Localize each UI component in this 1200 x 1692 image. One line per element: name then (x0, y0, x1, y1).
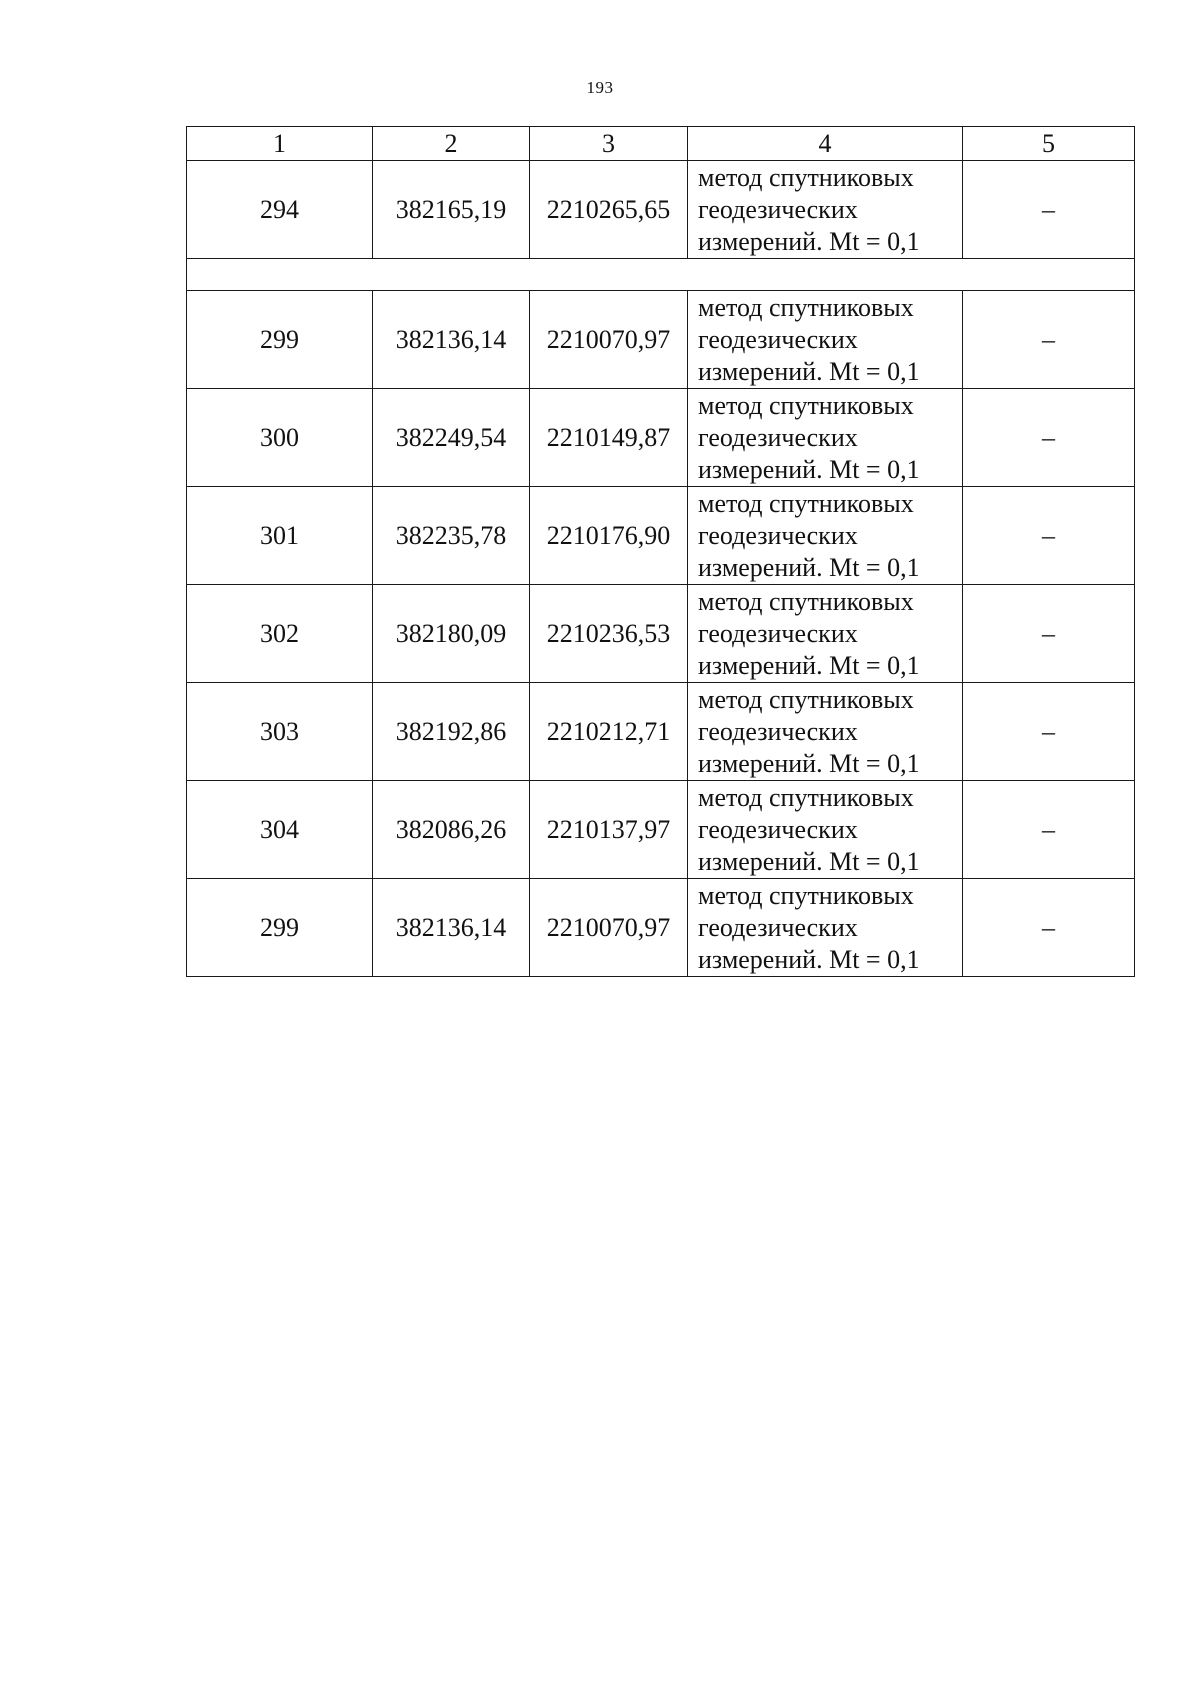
coordinate-y: 2210236,53 (530, 585, 688, 683)
table-row (187, 389, 1135, 487)
coordinate-x: 382165,19 (373, 161, 530, 259)
method-line: измерений. Mt = 0,1 (698, 454, 920, 484)
method-line: геодезических (698, 324, 858, 354)
table-row (187, 585, 1135, 683)
method-description (688, 781, 963, 879)
coordinate-x: 382136,14 (373, 879, 530, 977)
coordinate-y: 2210212,71 (530, 683, 688, 781)
method-line: измерений. Mt = 0,1 (698, 650, 920, 680)
method-line: геодезических (698, 618, 858, 648)
page-number: 193 (586, 78, 614, 97)
point-number: 294 (187, 161, 373, 259)
method-line: геодезических (698, 814, 858, 844)
table-separator-row (187, 259, 1135, 291)
method-description (688, 389, 963, 487)
coordinate-y: 2210070,97 (530, 291, 688, 389)
coordinate-x: 382086,26 (373, 781, 530, 879)
method-line: измерений. Mt = 0,1 (698, 748, 920, 778)
note-cell: – (963, 291, 1135, 389)
method-line: метод спутниковых (698, 162, 914, 192)
table-row (187, 683, 1135, 781)
note-cell: – (963, 161, 1135, 259)
method-description (688, 161, 963, 259)
method-line: метод спутниковых (698, 488, 914, 518)
coordinate-y: 2210149,87 (530, 389, 688, 487)
method-line: измерений. Mt = 0,1 (698, 226, 920, 256)
point-number: 299 (187, 291, 373, 389)
method-description (688, 291, 963, 389)
point-number: 304 (187, 781, 373, 879)
method-line: геодезических (698, 520, 858, 550)
point-number: 300 (187, 389, 373, 487)
coordinate-y: 2210070,97 (530, 879, 688, 977)
method-line: метод спутниковых (698, 782, 914, 812)
column-header-4: 4 (688, 127, 963, 161)
method-line: метод спутниковых (698, 292, 914, 322)
method-description (688, 487, 963, 585)
note-cell: – (963, 487, 1135, 585)
method-line: геодезических (698, 194, 858, 224)
note-cell: – (963, 683, 1135, 781)
table-row (187, 879, 1135, 977)
method-line: метод спутниковых (698, 586, 914, 616)
column-header-3: 3 (530, 127, 688, 161)
method-line: измерений. Mt = 0,1 (698, 552, 920, 582)
note-cell: – (963, 879, 1135, 977)
column-header-5: 5 (963, 127, 1135, 161)
method-line: геодезических (698, 912, 858, 942)
point-number: 299 (187, 879, 373, 977)
method-line: геодезических (698, 422, 858, 452)
method-description (688, 683, 963, 781)
coordinate-x: 382192,86 (373, 683, 530, 781)
coordinate-x: 382235,78 (373, 487, 530, 585)
table-row (187, 487, 1135, 585)
method-line: измерений. Mt = 0,1 (698, 846, 920, 876)
method-line: метод спутниковых (698, 390, 914, 420)
method-line: измерений. Mt = 0,1 (698, 356, 920, 386)
table-header-row (187, 127, 1135, 161)
coordinate-y: 2210265,65 (530, 161, 688, 259)
coordinates-table (186, 126, 1135, 977)
column-header-2: 2 (373, 127, 530, 161)
method-line: метод спутниковых (698, 880, 914, 910)
column-header-1: 1 (187, 127, 373, 161)
method-description (688, 585, 963, 683)
coordinate-y: 2210137,97 (530, 781, 688, 879)
method-line: геодезических (698, 716, 858, 746)
coordinate-x: 382136,14 (373, 291, 530, 389)
coordinate-y: 2210176,90 (530, 487, 688, 585)
separator-cell (187, 259, 1135, 291)
coordinate-x: 382249,54 (373, 389, 530, 487)
table-row (187, 161, 1135, 259)
note-cell: – (963, 781, 1135, 879)
table-row (187, 781, 1135, 879)
note-cell: – (963, 585, 1135, 683)
coordinate-x: 382180,09 (373, 585, 530, 683)
note-cell: – (963, 389, 1135, 487)
point-number: 303 (187, 683, 373, 781)
point-number: 301 (187, 487, 373, 585)
table-row (187, 291, 1135, 389)
method-line: метод спутниковых (698, 684, 914, 714)
method-line: измерений. Mt = 0,1 (698, 944, 920, 974)
method-description (688, 879, 963, 977)
point-number: 302 (187, 585, 373, 683)
